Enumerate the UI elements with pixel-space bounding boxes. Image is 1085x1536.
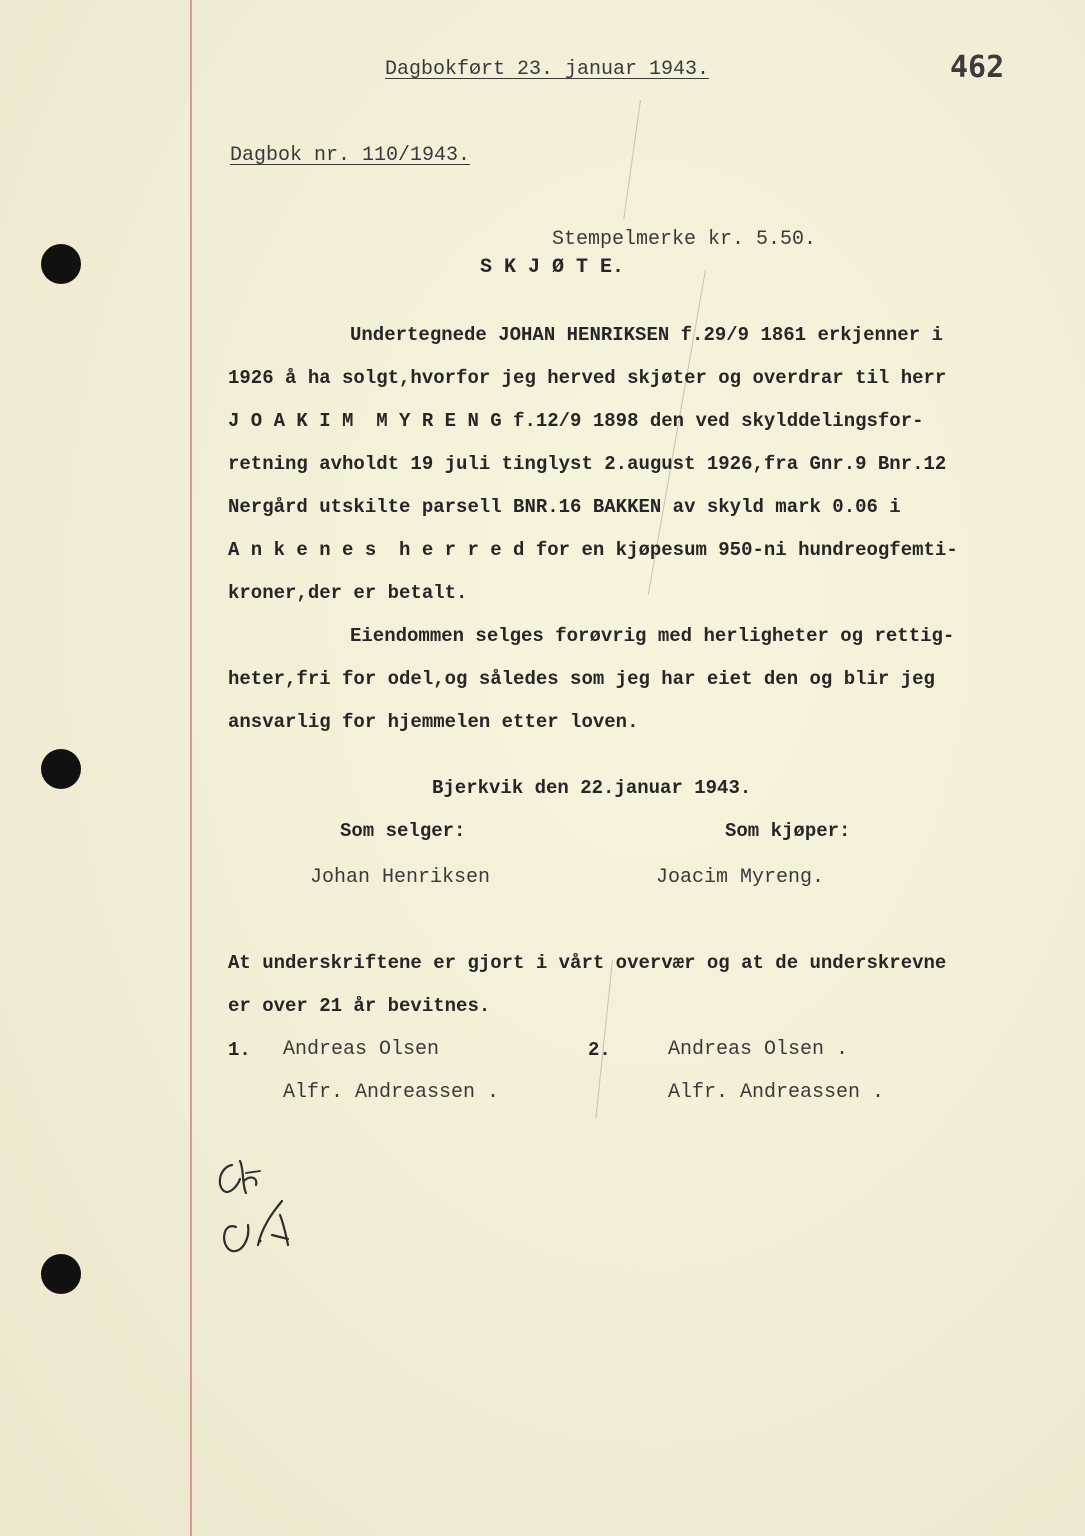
witness-left-name-1: Andreas Olsen [283, 1038, 440, 1061]
document-title: S K J Ø T E. [480, 256, 625, 279]
body-line: kroner,der er betalt. [228, 582, 468, 604]
body-line: 1926 å ha solgt,hvorfor jeg herved skjøter og overdrar til herr [228, 367, 947, 389]
dagbokfort-header: Dagbokført 23. januar 1943. [385, 58, 710, 81]
stamp-fee: Stempelmerke kr. 5.50. [552, 228, 817, 251]
body-line: A n k e n e s h e r r e d for en kjøpesum 950-ni hundreogfemti- [228, 539, 958, 561]
buyer-label: Som kjøper: [725, 820, 851, 842]
witness-right-name-1: Andreas Olsen . [668, 1038, 849, 1061]
punch-hole-bottom [41, 1254, 81, 1294]
body-line: Undertegnede JOHAN HENRIKSEN f.29/9 1861 erkjenner i [350, 324, 943, 346]
scan-streak [623, 100, 641, 219]
buyer-name: Joacim Myreng. [656, 866, 825, 889]
punch-hole-middle [41, 749, 81, 789]
body-line: heter,fri for odel,og således som jeg har eiet den og blir jeg [228, 668, 935, 690]
witness-statement: er over 21 år bevitnes. [228, 995, 491, 1017]
handwritten-initials [210, 1155, 320, 1265]
body-line: Eiendommen selges forøvrig med herligheter og rettig- [350, 625, 955, 647]
seller-name: Johan Henriksen [310, 866, 491, 889]
seller-label: Som selger: [340, 820, 466, 842]
body-line: retning avholdt 19 juli tinglyst 2.august 1926,fra Gnr.9 Bnr.12 [228, 453, 947, 475]
body-line: ansvarlig for hjemmelen etter loven. [228, 711, 639, 733]
red-margin-rule [190, 0, 192, 1536]
witness-number-2: 2. [588, 1039, 611, 1061]
witness-number-1: 1. [228, 1039, 251, 1061]
witness-left-name-2: Alfr. Andreassen . [283, 1081, 500, 1104]
body-line: J O A K I M M Y R E N G f.12/9 1898 den ved skylddelingsfor- [228, 410, 924, 432]
place-date: Bjerkvik den 22.januar 1943. [432, 777, 752, 799]
page-number: 462 [950, 50, 1005, 85]
dagbok-number: Dagbok nr. 110/1943. [230, 144, 471, 167]
punch-hole-top [41, 244, 81, 284]
body-line: Nergård utskilte parsell BNR.16 BAKKEN av skyld mark 0.06 i [228, 496, 901, 518]
witness-statement: At underskriftene er gjort i vårt overvær og at de underskrevne [228, 952, 947, 974]
witness-right-name-2: Alfr. Andreassen . [668, 1081, 885, 1104]
